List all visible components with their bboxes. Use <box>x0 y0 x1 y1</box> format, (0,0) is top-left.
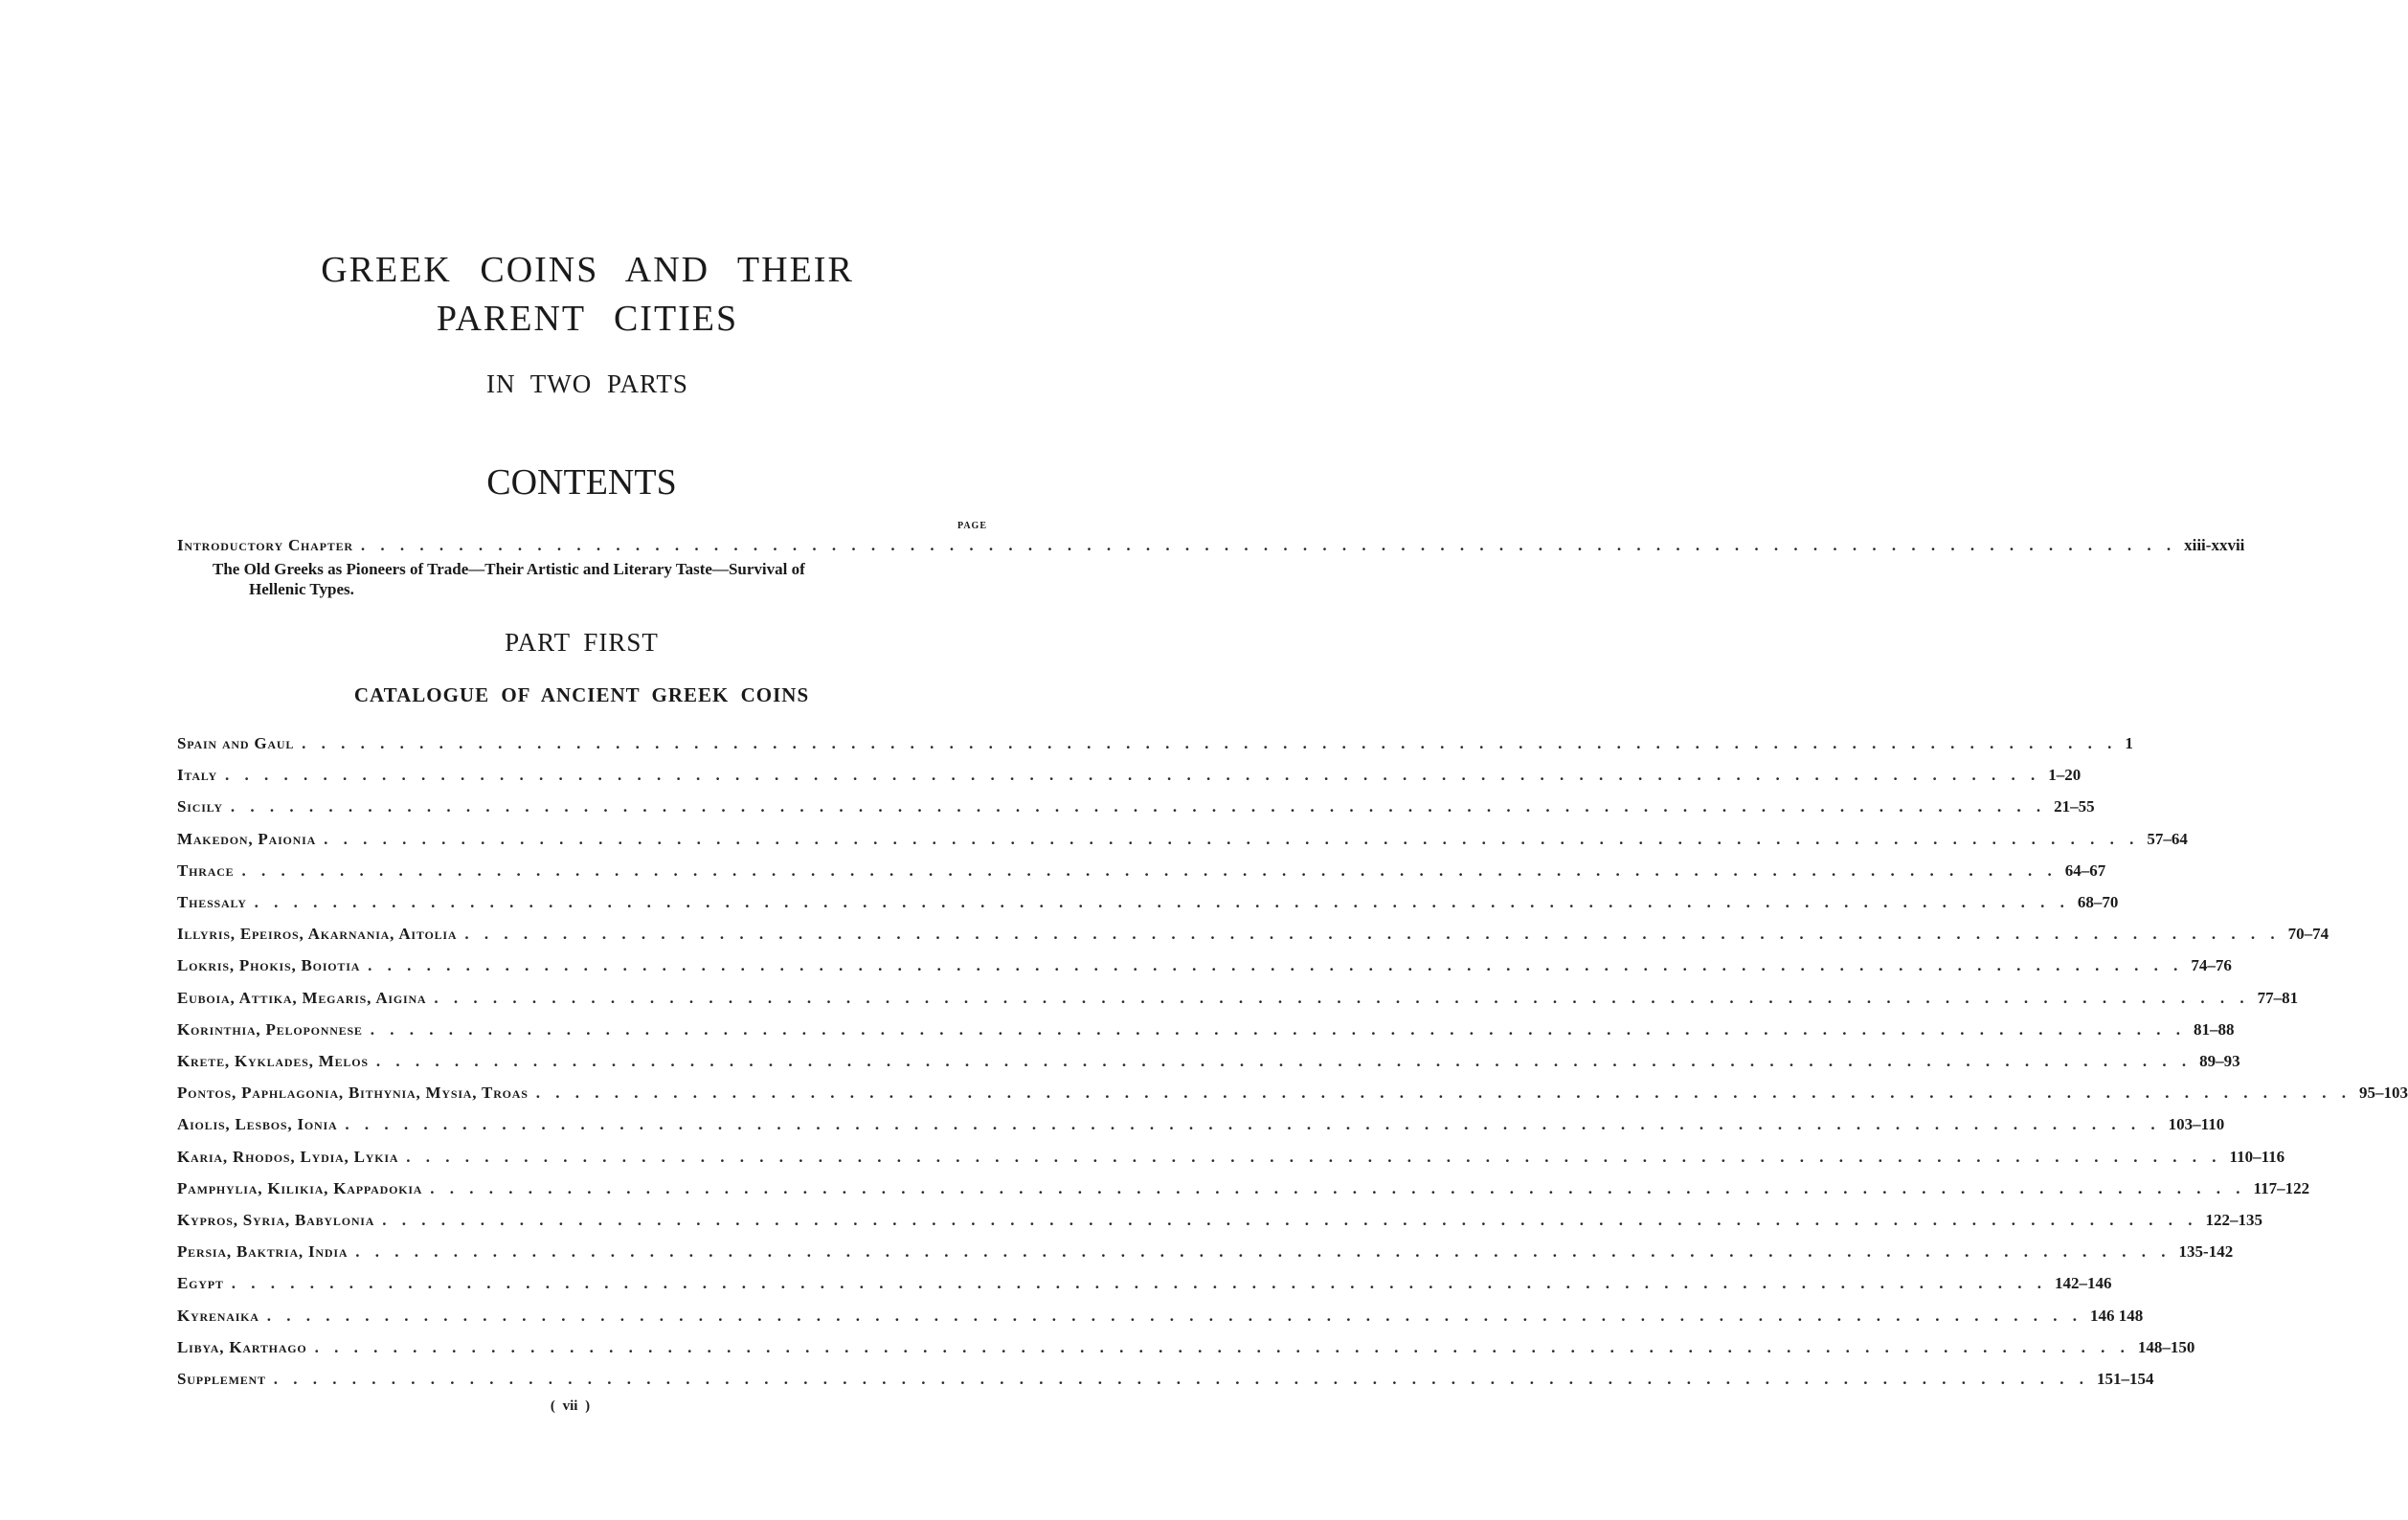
dot-leader: . . . . . . . . . . . . . . . . . . . . . . . . . . . . . . . . . . . . . . . . . . . . . . . . . . . . . . . . . . . . . . . . . . . . . . . . . . . . . . . . . . . . . . . . . . . . . <box>355 1242 2172 1261</box>
toc-entry-pages: 95–103 <box>2359 1084 2408 1102</box>
toc-entry-pages: 1 <box>2125 734 2133 752</box>
toc-entry <box>177 1242 2234 1265</box>
page-folio: ( vii ) <box>550 1398 591 1414</box>
dot-leader: . . . . . . . . . . . . . . . . . . . . . . . . . . . . . . . . . . . . . . . . . . . . . . . . . . . . . . . . . . . . . . . . . . . . . . . . . . . . . . . . . . . . . . . . . . . . . <box>464 925 2281 943</box>
toc-entry-introductory <box>177 536 2245 559</box>
toc-entry-label: Introductory Chapter <box>177 536 353 554</box>
toc-entry-label: Korinthia, Peloponnese <box>177 1020 363 1039</box>
toc-entry-label: Aiolis, Lesbos, Ionia <box>177 1115 338 1133</box>
toc-entry-label: Persia, Baktria, India <box>177 1242 349 1261</box>
dot-leader: . . . . . . . . . . . . . . . . . . . . . . . . . . . . . . . . . . . . . . . . . . . . . . . . . . . . . . . . . . . . . . . . . . . . . . . . . . . . . . . . . . . . . . . . . . . . . <box>230 797 2047 816</box>
toc-entry <box>177 1338 2195 1361</box>
toc-entry-pages: 68–70 <box>2077 893 2119 911</box>
toc-entry-pages: 74–76 <box>2191 956 2232 974</box>
toc-entry-label: Spain and Gaul <box>177 734 295 752</box>
dot-leader: . . . . . . . . . . . . . . . . . . . . . . . . . . . . . . . . . . . . . . . . . . . . . . . . . . . . . . . . . . . . . . . . . . . . . . . . . . . . . . . . . . . . . . . . . . . . . <box>368 956 2184 974</box>
toc-entry-pages: 77–81 <box>2257 989 2299 1007</box>
toc-entry-label: Supplement <box>177 1370 266 1388</box>
toc-entry-label: Krete, Kyklades, Melos <box>177 1052 369 1070</box>
toc-entry-label: Karia, Rhodos, Lydia, Lykia <box>177 1148 399 1166</box>
toc-entry-label: Thrace <box>177 861 235 880</box>
toc-entry-label: Euboia, Attika, Megaris, Aigina <box>177 989 427 1007</box>
toc-entry <box>177 1179 2310 1202</box>
dot-leader: . . . . . . . . . . . . . . . . . . . . . . . . . . . . . . . . . . . . . . . . . . . . . . . . . . . . . . . . . . . . . . . . . . . . . . . . . . . . . . . . . . . . . . . . . . . . . <box>360 536 2177 554</box>
dot-leader: . . . . . . . . . . . . . . . . . . . . . . . . . . . . . . . . . . . . . . . . . . . . . . . . . . . . . . . . . . . . . . . . . . . . . . . . . . . . . . . . . . . . . . . . . . . . . <box>375 1052 2193 1070</box>
part-heading: PART FIRST <box>505 628 659 657</box>
toc-entry <box>177 1020 2235 1043</box>
toc-entry <box>177 1307 2144 1330</box>
dot-leader: . . . . . . . . . . . . . . . . . . . . . . . . . . . . . . . . . . . . . . . . . . . . . . . . . . . . . . . . . . . . . . . . . . . . . . . . . . . . . . . . . . . . . . . . . . . . . <box>314 1338 2130 1356</box>
toc-entry-pages: 64–67 <box>2064 861 2106 880</box>
dot-leader: . . . . . . . . . . . . . . . . . . . . . . . . . . . . . . . . . . . . . . . . . . . . . . . . . . . . . . . . . . . . . . . . . . . . . . . . . . . . . . . . . . . . . . . . . . . . . <box>224 766 2041 784</box>
toc-entry-pages: xiii-xxvii <box>2184 536 2245 554</box>
toc-entry <box>177 956 2232 979</box>
toc-entry-pages: 148–150 <box>2137 1338 2195 1356</box>
introductory-description-line-2: Hellenic Types. <box>249 580 354 598</box>
toc-entry-label: Illyris, Epeiros, Akarnania, Aitolia <box>177 925 458 943</box>
toc-entry-label: Makedon, Paionia <box>177 830 317 848</box>
dot-leader: . . . . . . . . . . . . . . . . . . . . . . . . . . . . . . . . . . . . . . . . . . . . . . . . . . . . . . . . . . . . . . . . . . . . . . . . . . . . . . . . . . . . . . . . . . . . . <box>406 1148 2222 1166</box>
dot-leader: . . . . . . . . . . . . . . . . . . . . . . . . . . . . . . . . . . . . . . . . . . . . . . . . . . . . . . . . . . . . . . . . . . . . . . . . . . . . . . . . . . . . . . . . . . . . . <box>231 1274 2047 1292</box>
toc-entry-label: Pontos, Paphlagonia, Bithynia, Mysia, Troas <box>177 1084 529 1102</box>
toc-entry <box>177 1274 2112 1297</box>
book-title-line-2: PARENT CITIES <box>436 299 739 339</box>
dot-leader: . . . . . . . . . . . . . . . . . . . . . . . . . . . . . . . . . . . . . . . . . . . . . . . . . . . . . . . . . . . . . . . . . . . . . . . . . . . . . . . . . . . . . . . . . . . . . <box>430 1179 2246 1197</box>
toc-entry <box>177 925 2329 948</box>
dot-leader: . . . . . . . . . . . . . . . . . . . . . . . . . . . . . . . . . . . . . . . . . . . . . . . . . . . . . . . . . . . . . . . . . . . . . . . . . . . . . . . . . . . . . . . . . . . . . <box>535 1084 2352 1102</box>
toc-entry-pages: 103–110 <box>2168 1115 2225 1133</box>
toc-entry <box>177 861 2106 884</box>
toc-entry-pages: 89–93 <box>2199 1052 2240 1070</box>
toc-entry <box>177 1148 2285 1171</box>
dot-leader: . . . . . . . . . . . . . . . . . . . . . . . . . . . . . . . . . . . . . . . . . . . . . . . . . . . . . . . . . . . . . . . . . . . . . . . . . . . . . . . . . . . . . . . . . . . . . <box>370 1020 2186 1039</box>
toc-entry-pages: 81–88 <box>2194 1020 2235 1039</box>
book-title-line-1: GREEK COINS AND THEIR <box>321 250 854 290</box>
toc-entry-pages: 70–74 <box>2287 925 2329 943</box>
catalogue-heading: CATALOGUE OF ANCIENT GREEK COINS <box>353 683 810 706</box>
contents-heading: CONTENTS <box>486 462 677 503</box>
toc-entry-pages: 146 148 <box>2090 1307 2144 1325</box>
dot-leader: . . . . . . . . . . . . . . . . . . . . . . . . . . . . . . . . . . . . . . . . . . . . . . . . . . . . . . . . . . . . . . . . . . . . . . . . . . . . . . . . . . . . . . . . . . . . . <box>434 989 2250 1007</box>
dot-leader: . . . . . . . . . . . . . . . . . . . . . . . . . . . . . . . . . . . . . . . . . . . . . . . . . . . . . . . . . . . . . . . . . . . . . . . . . . . . . . . . . . . . . . . . . . . . . <box>266 1307 2083 1325</box>
dot-leader: . . . . . . . . . . . . . . . . . . . . . . . . . . . . . . . . . . . . . . . . . . . . . . . . . . . . . . . . . . . . . . . . . . . . . . . . . . . . . . . . . . . . . . . . . . . . . <box>302 734 2118 752</box>
dot-leader: . . . . . . . . . . . . . . . . . . . . . . . . . . . . . . . . . . . . . . . . . . . . . . . . . . . . . . . . . . . . . . . . . . . . . . . . . . . . . . . . . . . . . . . . . . . . . <box>345 1115 2161 1133</box>
toc-entry-label: Egypt <box>177 1274 224 1292</box>
toc-entry <box>177 989 2299 1012</box>
toc-entry-label: Pamphylia, Kilikia, Kappadokia <box>177 1179 423 1197</box>
toc-entry-label: Thessaly <box>177 893 247 911</box>
toc-entry <box>177 1084 2408 1106</box>
toc-entry-label: Kypros, Syria, Babylonia <box>177 1211 375 1229</box>
dot-leader: . . . . . . . . . . . . . . . . . . . . . . . . . . . . . . . . . . . . . . . . . . . . . . . . . . . . . . . . . . . . . . . . . . . . . . . . . . . . . . . . . . . . . . . . . . . . . <box>273 1370 2090 1388</box>
toc-entry <box>177 1052 2240 1075</box>
toc-entry <box>177 1211 2262 1234</box>
toc-entry-pages: 110–116 <box>2229 1148 2285 1166</box>
toc-entry <box>177 1115 2225 1138</box>
dot-leader: . . . . . . . . . . . . . . . . . . . . . . . . . . . . . . . . . . . . . . . . . . . . . . . . . . . . . . . . . . . . . . . . . . . . . . . . . . . . . . . . . . . . . . . . . . . . . <box>241 861 2058 880</box>
toc-entry <box>177 830 2188 853</box>
toc-entry-label: Sicily <box>177 797 223 816</box>
dot-leader: . . . . . . . . . . . . . . . . . . . . . . . . . . . . . . . . . . . . . . . . . . . . . . . . . . . . . . . . . . . . . . . . . . . . . . . . . . . . . . . . . . . . . . . . . . . . . <box>324 830 2140 848</box>
toc-entry-label: Lokris, Phokis, Boiotia <box>177 956 361 974</box>
toc-entry <box>177 1370 2154 1393</box>
toc-entry-label: Libya, Karthago <box>177 1338 307 1356</box>
introductory-description-line-1: The Old Greeks as Pioneers of Trade—Their Artistic and Literary Taste—Survival of <box>213 560 805 578</box>
toc-entry-pages: 57–64 <box>2147 830 2188 848</box>
toc-entry <box>177 893 2119 916</box>
toc-entry-pages: 122–135 <box>2205 1211 2262 1229</box>
page-column-label: PAGE <box>956 521 987 531</box>
dot-leader: . . . . . . . . . . . . . . . . . . . . . . . . . . . . . . . . . . . . . . . . . . . . . . . . . . . . . . . . . . . . . . . . . . . . . . . . . . . . . . . . . . . . . . . . . . . . . <box>254 893 2070 911</box>
toc-entry-pages: 142–146 <box>2054 1274 2112 1292</box>
toc-entry-pages: 21–55 <box>2054 797 2095 816</box>
toc-entry <box>177 797 2095 820</box>
toc-entry-pages: 151–154 <box>2097 1370 2154 1388</box>
toc-entry <box>177 734 2133 757</box>
toc-entry-pages: 135-142 <box>2178 1242 2234 1261</box>
toc-entry <box>177 766 2082 789</box>
toc-entry-pages: 117–122 <box>2253 1179 2310 1197</box>
toc-entry-pages: 1–20 <box>2048 766 2082 784</box>
book-subtitle: IN TWO PARTS <box>486 369 688 398</box>
dot-leader: . . . . . . . . . . . . . . . . . . . . . . . . . . . . . . . . . . . . . . . . . . . . . . . . . . . . . . . . . . . . . . . . . . . . . . . . . . . . . . . . . . . . . . . . . . . . . <box>382 1211 2198 1229</box>
toc-entry-label: Italy <box>177 766 217 784</box>
toc-entry-label: Kyrenaika <box>177 1307 259 1325</box>
